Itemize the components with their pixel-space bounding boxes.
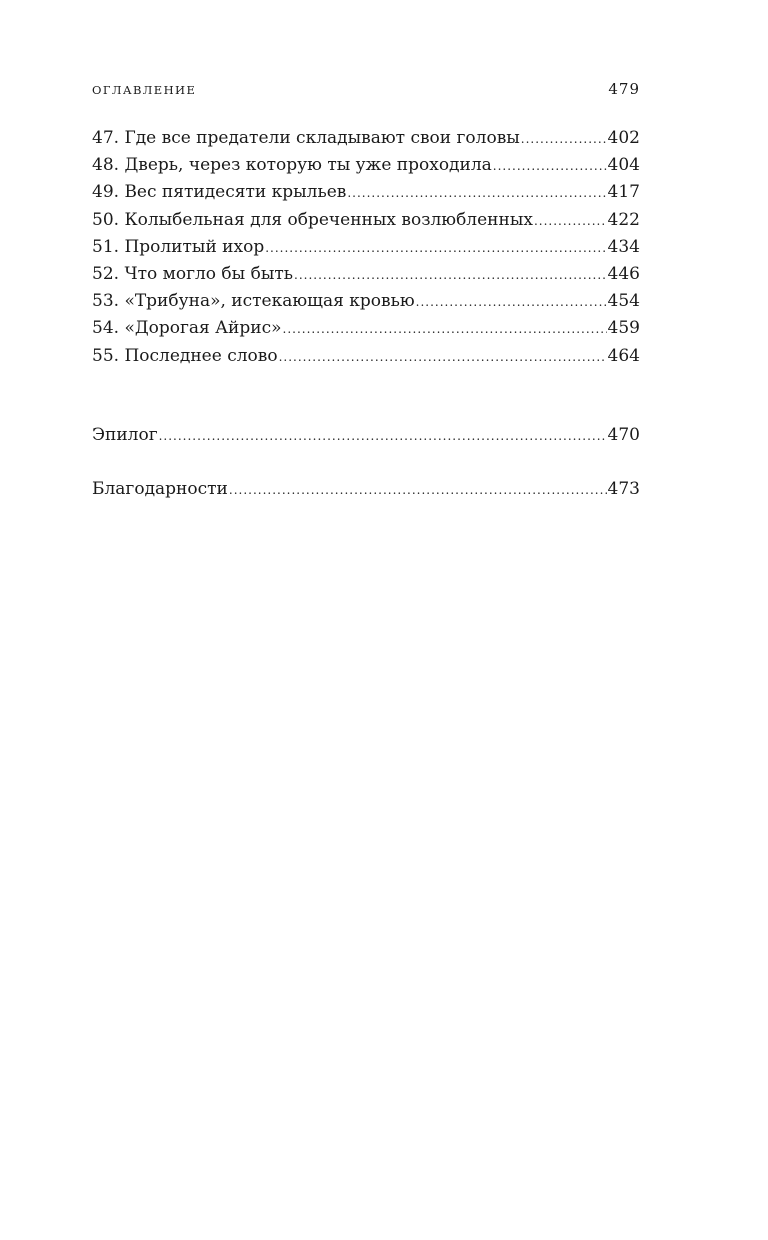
toc-entry-52[interactable] — [92, 261, 640, 288]
dot-leader — [294, 262, 607, 289]
toc-entry-title: 55. Последнее слово — [92, 345, 278, 366]
toc-entry-page: 422 — [607, 209, 640, 230]
page-header — [92, 80, 640, 98]
dot-leader — [416, 289, 607, 316]
toc-entry-page: 470 — [607, 425, 640, 445]
toc-entry-title: 52. Что могло бы быть — [92, 263, 294, 284]
toc-entry-page: 434 — [607, 236, 640, 257]
toc-entry-50[interactable] — [92, 207, 640, 234]
toc-entry-epilogue[interactable] — [92, 422, 640, 449]
toc-entry-page: 446 — [607, 263, 640, 284]
toc-entry-page: 473 — [607, 479, 640, 500]
toc-entry-48[interactable] — [92, 152, 640, 179]
dot-leader — [265, 235, 606, 262]
toc-entry-title: 48. Дверь, через которую ты уже проходила — [92, 155, 492, 176]
toc-entry-51[interactable] — [92, 234, 640, 261]
toc-entry-title: 51. Пролитый ихор — [92, 236, 265, 257]
toc-entry-53[interactable] — [92, 288, 640, 315]
dot-leader — [159, 423, 607, 450]
toc-entry-page: 459 — [607, 318, 640, 339]
dot-leader — [229, 477, 607, 504]
toc-back-matter — [92, 422, 640, 503]
dot-leader — [347, 180, 606, 207]
dot-leader — [521, 126, 607, 153]
toc-entry-47[interactable] — [92, 125, 640, 152]
dot-leader — [493, 153, 607, 180]
toc-chapter-list — [92, 125, 640, 370]
toc-entry-title: Эпилог — [92, 425, 158, 445]
toc-entry-title: Благодарности — [92, 479, 228, 500]
dot-leader — [279, 344, 607, 371]
toc-entry-page: 404 — [607, 155, 640, 176]
toc-entry-54[interactable] — [92, 315, 640, 342]
toc-entry-acknowledgements[interactable] — [92, 476, 640, 503]
toc-entry-title: 53. «Трибуна», истекающая кровью — [92, 291, 415, 312]
toc-entry-page: 454 — [607, 291, 640, 312]
toc-entry-55[interactable] — [92, 343, 640, 370]
toc-entry-page: 417 — [607, 182, 640, 203]
page-number: 479 — [608, 80, 640, 98]
toc-entry-page: 464 — [607, 345, 640, 366]
toc-entry-title: 54. «Дорогая Айрис» — [92, 318, 282, 339]
toc-entry-title: 50. Колыбельная для обреченных возлюбленных — [92, 209, 533, 230]
dot-leader — [534, 208, 607, 235]
toc-entry-page: 402 — [607, 128, 640, 148]
dot-leader — [283, 316, 607, 343]
toc-entry-49[interactable] — [92, 179, 640, 206]
toc-entry-title: 47. Где все предатели складывают свои головы — [92, 128, 520, 148]
toc-entry-title: 49. Вес пятидесяти крыльев — [92, 182, 347, 203]
running-title: ОГЛАВЛЕНИЕ — [92, 83, 197, 97]
